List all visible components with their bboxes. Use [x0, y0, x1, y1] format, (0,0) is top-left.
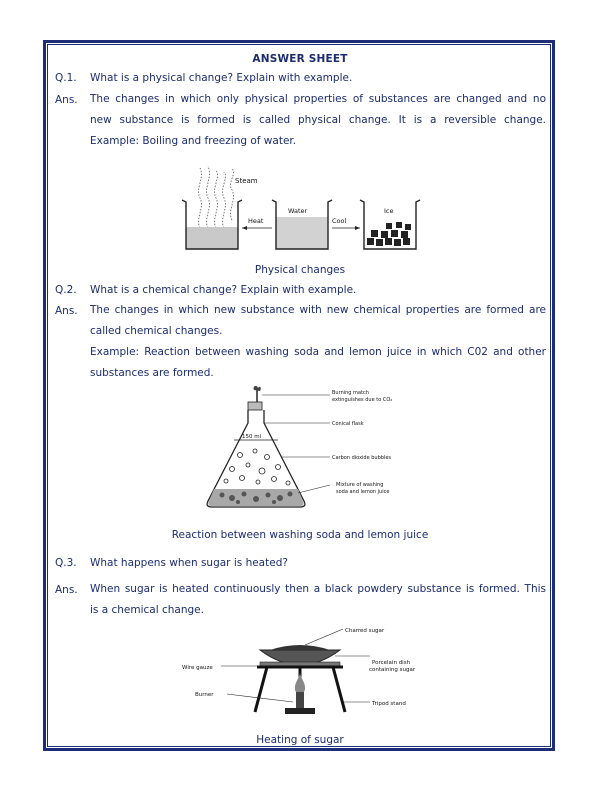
question-label: Q.3.	[55, 557, 77, 569]
answer-line: new substance is formed is called physical change. It is a reversible change.	[90, 114, 546, 126]
answer-line: When sugar is heated continuously then a black powdery substance is formed. This	[90, 583, 546, 595]
label-gauze: Wire gauze	[182, 665, 213, 671]
flask-stopper	[248, 402, 262, 410]
label-mixture-1: Mixture of washing	[336, 482, 384, 488]
answer-line: called chemical changes.	[90, 325, 223, 337]
label-ice: Ice	[384, 207, 394, 215]
label-tripod: Tripod stand	[372, 701, 406, 707]
label-flask: Conical flask	[332, 421, 364, 427]
answer-label: Ans.	[55, 584, 78, 596]
physical-change-diagram	[180, 160, 440, 255]
label-dish-2: containing sugar	[369, 667, 416, 673]
page-title: ANSWER SHEET	[252, 53, 348, 65]
label-charred: Charred sugar	[345, 628, 385, 634]
label-heat: Heat	[248, 217, 264, 225]
label-match-2: extinguishes due to CO₂	[332, 397, 393, 403]
question-label: Q.1.	[55, 72, 77, 84]
answer-line: The changes in which only physical properties of substances are changed and no	[90, 93, 546, 105]
figure-caption: Heating of sugar	[256, 734, 344, 746]
sugar-heating-diagram	[175, 620, 435, 728]
label-burner: Burner	[195, 692, 214, 698]
label-volume: 150 ml	[242, 434, 262, 440]
question-label: Q.2.	[55, 284, 77, 296]
figure-caption: Physical changes	[254, 264, 346, 276]
answer-label: Ans.	[55, 305, 78, 317]
chemical-change-diagram	[200, 385, 420, 515]
answer-line: is a chemical change.	[90, 604, 204, 616]
question-text: What happens when sugar is heated?	[90, 557, 288, 569]
label-steam: Steam	[235, 177, 258, 185]
question-text: What is a chemical change? Explain with example.	[90, 284, 357, 296]
figure-caption: Reaction between washing soda and lemon juice	[171, 529, 429, 541]
question-text: What is a physical change? Explain with example.	[90, 72, 353, 84]
burner	[285, 672, 315, 714]
answer-label: Ans.	[55, 94, 78, 106]
answer-line: Example: Boiling and freezing of water.	[90, 135, 297, 147]
charred-sugar	[270, 645, 330, 650]
label-cool: Cool	[332, 217, 347, 225]
label-bubbles: Carbon dioxide bubbles	[332, 455, 392, 461]
label-match-1: Burning match	[332, 390, 369, 396]
answer-line: Example: Reaction between washing soda and lemon juice in which C02 and other	[90, 346, 546, 358]
steam-wisps	[199, 166, 234, 228]
label-dish-1: Porcelain dish	[372, 660, 411, 666]
answer-line: substances are formed.	[90, 367, 214, 379]
label-water: Water	[288, 207, 308, 215]
beaker-steam	[182, 200, 242, 249]
label-mixture-2: soda and lemon juice	[336, 489, 390, 495]
answer-line: The changes in which new substance with new chemical properties are formed are	[90, 304, 546, 316]
